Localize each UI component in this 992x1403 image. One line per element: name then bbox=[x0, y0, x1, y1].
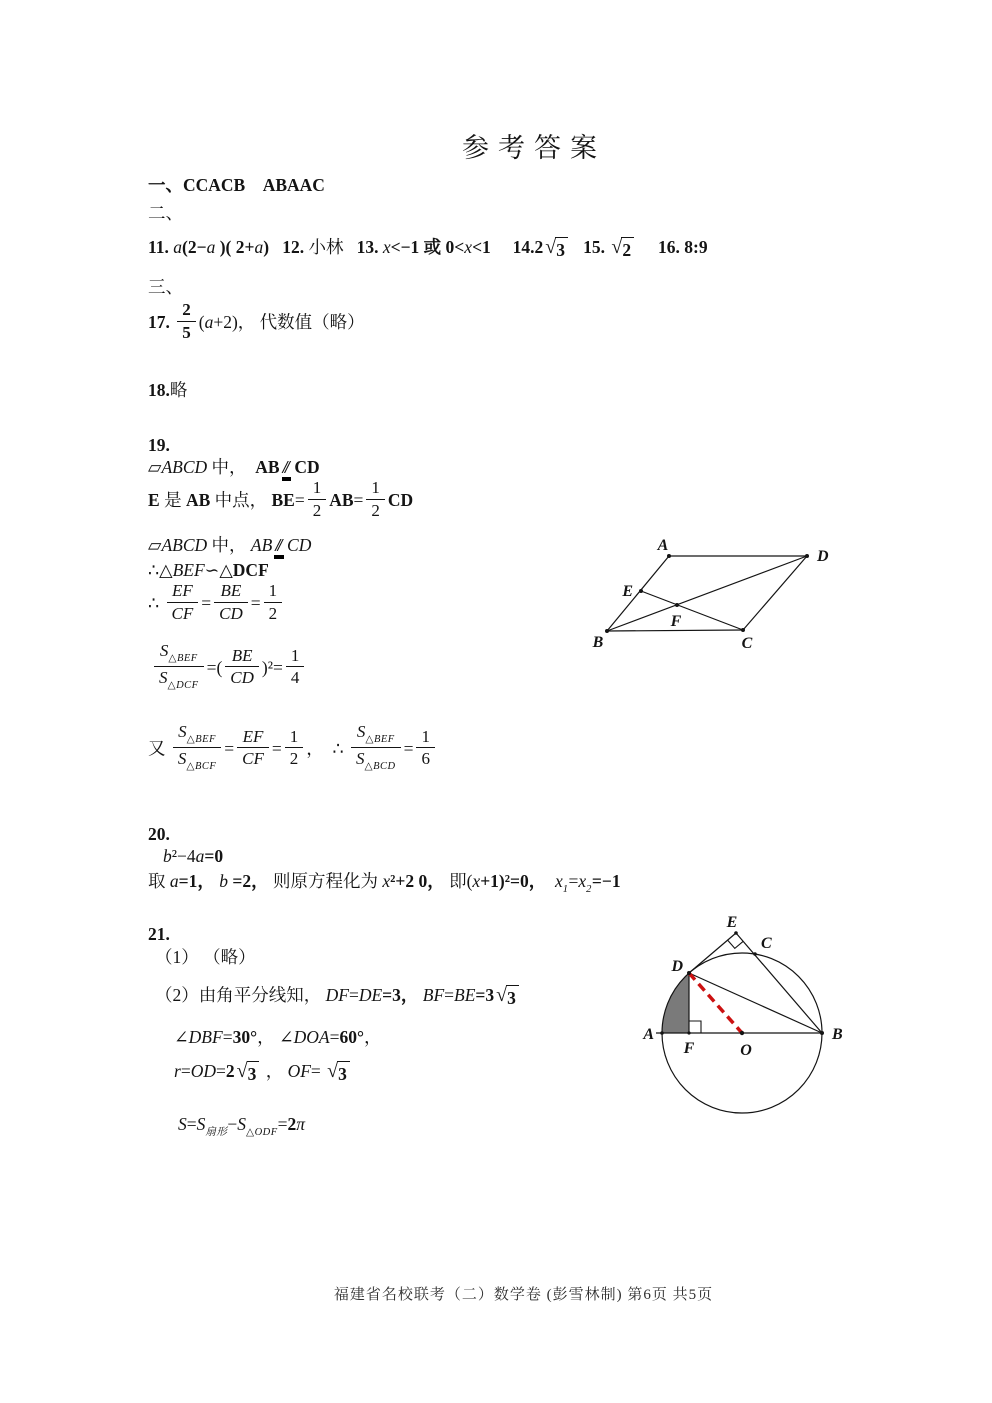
side-DC bbox=[743, 556, 807, 630]
question21-area: $S=S_{扇形}-S_{\triangle ODF}=2\pi$ bbox=[178, 1114, 306, 1138]
question19-line4: ∴△BEF∽△DCF bbox=[148, 560, 269, 580]
question19-line1: ▱ABCD 中， AB // CD bbox=[148, 456, 320, 479]
fraction: $\frac{S_{\triangle BEF}}{S_{\triangle DCF}}$ bbox=[154, 641, 204, 692]
question20-line1: b²−4a=0 bbox=[163, 846, 224, 866]
label-D: D bbox=[817, 548, 829, 565]
section2-label: 二、 bbox=[148, 203, 183, 223]
cevian-EC bbox=[641, 591, 743, 630]
fraction: $\frac{EF}{CF}$ bbox=[237, 727, 269, 769]
point-D bbox=[805, 554, 809, 558]
question19-number: 19. bbox=[148, 435, 170, 455]
point-C bbox=[753, 952, 757, 956]
label-E: E bbox=[622, 583, 633, 600]
right-angle-mark-E bbox=[728, 940, 744, 948]
section1-multiple-choice-answers: 一、CCACB ABAAC bbox=[148, 175, 325, 195]
question19-line6: $\frac{S_{\triangle BEF}}{S_{\triangle DCF}}$ =( $\frac{BE}{CD}$ )²= $\frac{1}{4}$ bbox=[151, 644, 307, 695]
side-CB bbox=[607, 630, 743, 631]
fraction: $\frac{BE}{CD}$ bbox=[225, 646, 259, 688]
label-F: F bbox=[670, 613, 682, 630]
label-F: F bbox=[683, 1040, 695, 1057]
section3-label: 三、 bbox=[148, 277, 183, 297]
radical: √ 3 bbox=[237, 1061, 260, 1086]
radical: √ 3 bbox=[545, 237, 568, 262]
point-D bbox=[687, 971, 691, 975]
fraction: $\frac{BE}{CD}$ bbox=[214, 581, 248, 623]
fraction: $\frac{1}{6}$ bbox=[416, 727, 435, 769]
point-B bbox=[820, 1031, 824, 1035]
question19-line5: ∴ $\frac{EF}{CF}$ = $\frac{BE}{CD}$ = $\frac{1}{2}$ bbox=[148, 584, 285, 626]
point-F bbox=[675, 603, 679, 607]
fraction: $\frac{1}{4}$ bbox=[286, 646, 305, 688]
label-O: O bbox=[740, 1042, 752, 1059]
page-footer: 福建省名校联考（二）数学卷 (彭雪林制) 第6页 共5页 bbox=[333, 1287, 714, 1303]
radical: √ 3 bbox=[496, 985, 519, 1010]
circle-diagram bbox=[628, 893, 898, 1158]
point-A bbox=[660, 1031, 664, 1035]
radical: √ 3 bbox=[327, 1061, 350, 1086]
question20-line2: 取 a=1， b =2， 则原方程化为 x²+2 0， 即(x+1)²=0， $x_1=x_2=-1$ bbox=[148, 871, 621, 895]
shaded-segment-region bbox=[662, 973, 689, 1033]
segment-DB bbox=[689, 973, 822, 1033]
radius-DO-dashed bbox=[689, 973, 742, 1033]
fraction: $\frac{2}{5}$ bbox=[177, 300, 196, 342]
question20-number: 20. bbox=[148, 824, 170, 844]
question21-radius: r=OD=2 √ 3 ， OF= √ 3 bbox=[174, 1060, 352, 1086]
question19-line2: E 是 AB 中点， BE= $\frac{1}{2}$ AB= $\frac{1}{2}$ CD bbox=[148, 478, 414, 520]
radical: √ 2 bbox=[611, 237, 634, 262]
diagonal-BD bbox=[607, 556, 807, 631]
label-C: C bbox=[761, 935, 772, 952]
question21-part1: （1） （略） bbox=[155, 947, 256, 967]
question21-part2: （2）由角平分线知， DF=DE=3， BF=BE=3 √ 3 bbox=[155, 984, 521, 1010]
point-C bbox=[741, 628, 745, 632]
point-A bbox=[667, 554, 671, 558]
question17-answer: 17. $\frac{2}{5}$ (a+2)， 代数值（略） bbox=[148, 300, 365, 342]
question21-angles: ∠DBF=30°， ∠DOA=60°， bbox=[174, 1027, 382, 1047]
question19-line7: 又 $\frac{S_{\triangle BEF}}{S_{\triangle BCF}}$ = $\frac{EF}{CF}$ = $\frac{1}{2}$ ， ∴ $\frac{S_{\triangle BEF}}{S_{\triangle BCD}}$ = $\frac{1}{6}$ bbox=[148, 725, 438, 776]
point-O bbox=[740, 1031, 744, 1035]
point-B bbox=[605, 629, 609, 633]
fraction: $\frac{1}{2}$ bbox=[308, 478, 327, 520]
point-F bbox=[687, 1031, 690, 1034]
fraction: $\frac{1}{2}$ bbox=[264, 581, 283, 623]
segment-EB bbox=[736, 933, 822, 1033]
label-D: D bbox=[671, 958, 683, 975]
question21-number: 21. bbox=[148, 924, 170, 944]
label-B: B bbox=[832, 1026, 843, 1043]
point-E bbox=[734, 931, 738, 935]
label-B: B bbox=[592, 634, 604, 651]
fill-blank-answers-11-16: 11. a(2−a )( 2+a) 12. 小林 13. x<−1 或 0<x<1 14.2 √ 3 15. √ 2 16. 8:9 bbox=[148, 236, 708, 260]
fraction: $\frac{1}{2}$ bbox=[285, 727, 304, 769]
fraction: $\frac{EF}{CF}$ bbox=[167, 581, 199, 623]
label-E: E bbox=[726, 914, 738, 931]
fraction: $\frac{S_{\triangle BEF}}{S_{\triangle BCD}}$ bbox=[351, 722, 401, 773]
parallelogram-diagram bbox=[585, 520, 865, 670]
label-A: A bbox=[643, 1026, 654, 1043]
segment-DE bbox=[689, 933, 736, 973]
question18-answer: 18.略 bbox=[148, 380, 188, 400]
right-angle-mark-F bbox=[689, 1021, 701, 1033]
label-C: C bbox=[741, 635, 753, 652]
question19-line3: ▱ABCD 中， AB // CD bbox=[148, 534, 311, 557]
page-title: 参考答案 bbox=[462, 133, 606, 163]
point-E bbox=[639, 589, 643, 593]
fraction: $\frac{S_{\triangle BEF}}{S_{\triangle BCF}}$ bbox=[173, 722, 221, 773]
fraction: $\frac{1}{2}$ bbox=[366, 478, 385, 520]
label-A: A bbox=[657, 537, 669, 554]
